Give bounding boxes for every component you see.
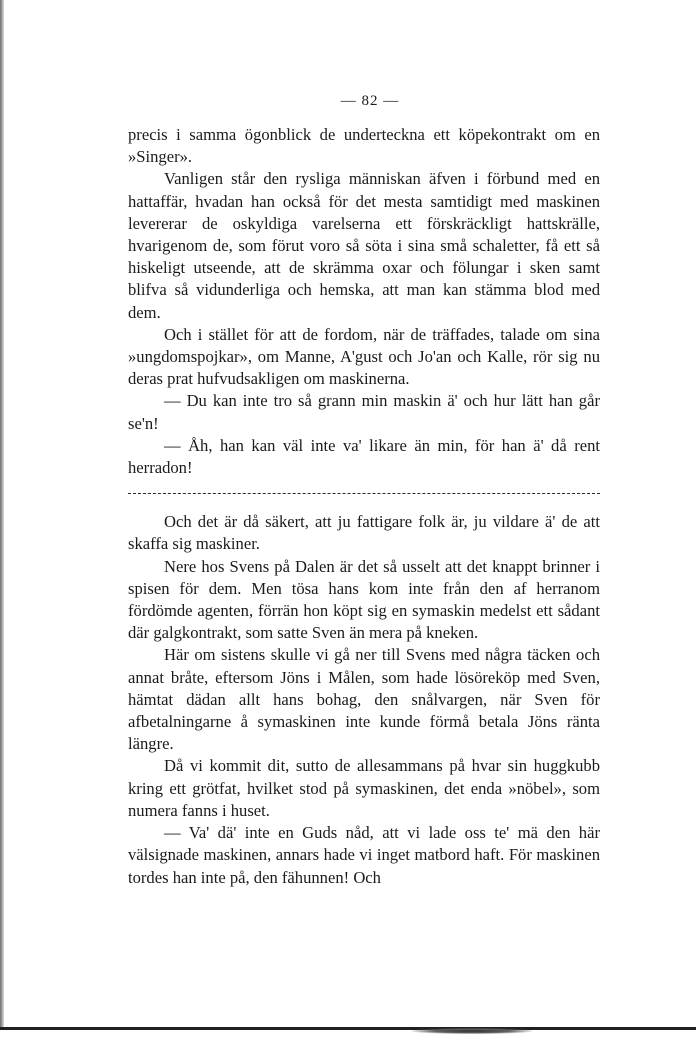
body-text (128, 124, 600, 889)
paragraph: Och i stället för att de fordom, när de träffades, talade om sina »ungdomspojkar», om Manne, A'gust och Jo'an och Kalle, rör sig nu deras prat hufvudsakligen om maskinerna. (128, 324, 600, 389)
paragraph: Och det är då säkert, att ju fattigare folk är, ju vildare ä' de att skaffa sig maskiner. (128, 512, 600, 554)
paragraph: Här om sistens skulle vi gå ner till Svens med några täcken och annat bråte, eftersom Jöns i Målen, som hade lösöreköp med Sven, hämtat dädan allt hans bohag, den snålvargen, när Sven för afbetalningarne å symaskinen inte kunde förmå betala Jöns ränta längre. (128, 645, 600, 754)
paragraph: Nere hos Svens på Dalen är det så usselt att det knappt brinner i spisen för dem. Men tösa hans kom inte från den af herranom fördömde agenten, förrän hon köpt sig en symaskin medelst ett sådant där galgkontrakt, som satte Sven än mera på kneken. (128, 556, 600, 643)
paragraph: — Åh, han kan väl inte va' likare än min, för han ä' då rent herradon! (128, 435, 600, 478)
paragraph: Då vi kommit dit, sutto de allesammans på hvar sin huggkubb kring ett grötfat, hvilket stod på symaskinen, det enda »nöbel», som numera fanns i huset. (128, 756, 600, 820)
scan-left-edge (0, 0, 4, 1044)
page-number: — 82 — (340, 93, 400, 109)
section-divider (128, 483, 600, 505)
scan-smudge (412, 1028, 532, 1034)
scan-bottom-edge (0, 1027, 696, 1044)
paragraph: — Du kan inte tro så grann min maskin ä' och hur lätt han går se'n! (128, 391, 600, 433)
paragraph: — Va' dä' inte en Guds nåd, att vi lade oss te' mä den här välsignade maskinen, annars hade vi inget matbord haft. För maskinen tordes han inte på, den fähunnen! Och (128, 823, 600, 887)
paragraph: Vanligen står den rysliga människan äfven i förbund med en hattaffär, hvadan han också för det mesta samtidigt med maskinen levererar de oskyldiga varelserna ett förskräckligt hattskrälle, hvarigenom de, som förut voro så söta i sina små schaletter, få ett så hiskeligt utseende, att de skrämma oxar och fölungar i sken samt blifva så vidunderliga och hemska, att man kan stämma blod med dem. (128, 169, 600, 322)
paragraph: precis i samma ögonblick de underteckna ett köpekontrakt om en »Singer». (128, 125, 600, 167)
